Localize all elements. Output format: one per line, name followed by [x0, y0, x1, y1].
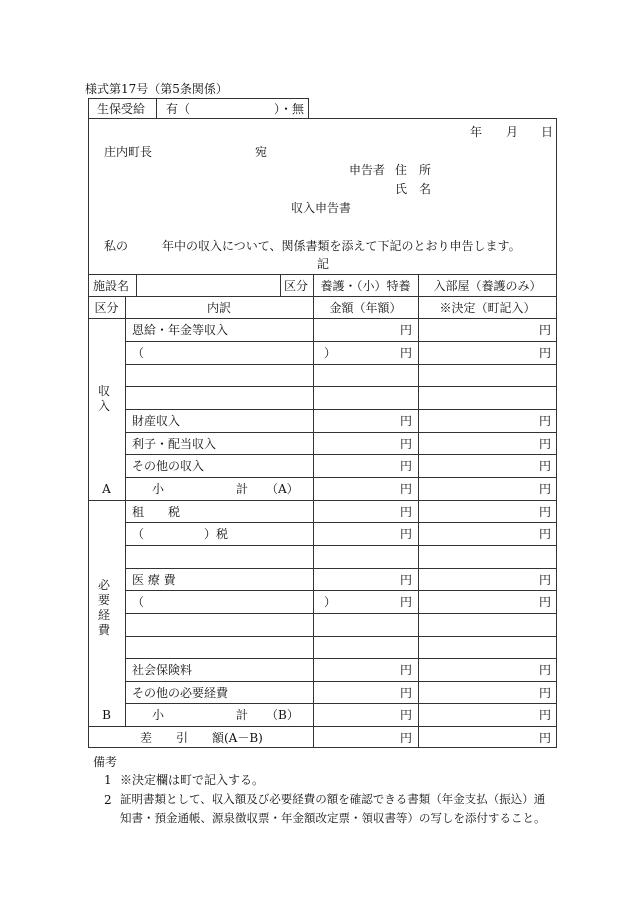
grid-hline	[125, 636, 557, 637]
currency-mark: 円	[399, 414, 412, 428]
grid-hline	[125, 477, 557, 478]
statement-prefix: 私の	[104, 239, 129, 253]
income-row-label: その他の収入	[132, 459, 205, 473]
income-row-label[interactable]: （ ）	[132, 346, 337, 360]
currency-mark: 円	[538, 459, 551, 473]
grid-hline	[88, 726, 557, 727]
grid-hline	[125, 658, 557, 659]
income-row-label: 財産収入	[132, 414, 181, 428]
welfare-box-divider	[156, 98, 157, 118]
currency-mark: 円	[538, 437, 551, 451]
addressee-name: 庄内町長	[104, 145, 153, 159]
currency-mark: 円	[399, 482, 412, 496]
facility-divider-2	[280, 274, 281, 296]
notes-heading: 備考	[93, 755, 118, 769]
income-group-label: 収入	[97, 384, 110, 413]
currency-mark: 円	[538, 482, 551, 496]
facility-col2-label: 入部屋（養護のみ）	[433, 279, 542, 293]
currency-mark: 円	[399, 731, 412, 745]
currency-mark: 円	[399, 459, 412, 473]
currency-mark: 円	[399, 686, 412, 700]
applicant-address-label: 住 所	[395, 163, 432, 177]
currency-mark: 円	[538, 505, 551, 519]
grid-hline	[125, 590, 557, 591]
col-naiyaku-header: 内訳	[206, 301, 231, 315]
facility-label: 施設名	[93, 279, 130, 293]
expense-row-label: 社会保険料	[132, 663, 193, 677]
grid-hline	[125, 409, 557, 410]
currency-mark: 円	[399, 663, 412, 677]
income-row-label: 恩給・年金等収入	[132, 323, 229, 337]
welfare-box-right	[308, 98, 309, 118]
currency-mark: 円	[538, 663, 551, 677]
facility-kubun-label: 区分	[284, 279, 309, 293]
currency-mark: 円	[538, 414, 551, 428]
welfare-box-left	[88, 98, 89, 118]
currency-mark: 円	[399, 595, 412, 609]
currency-mark: 円	[538, 573, 551, 587]
applicant-name-label: 氏 名	[395, 182, 432, 196]
grid-vline-kubun	[125, 296, 126, 726]
currency-mark: 円	[399, 573, 412, 587]
currency-mark: 円	[399, 505, 412, 519]
currency-mark: 円	[399, 527, 412, 541]
currency-mark: 円	[399, 708, 412, 722]
expenses-subtotal-label: 小 計 （B）	[152, 708, 299, 722]
income-row-label: 利子・配当収入	[132, 437, 217, 451]
applicant-label: 申告者	[349, 163, 386, 177]
income-group-letter: A	[102, 482, 111, 496]
facility-divider-1	[136, 274, 137, 296]
note-number: 1	[104, 773, 112, 787]
document-title: 収入申告書	[291, 201, 352, 215]
facility-row-top	[88, 274, 557, 275]
note-text: 証明書類として、収入額及び必要経費の額を確認できる書類（年金支払（振込）通	[120, 792, 546, 806]
welfare-box-top	[88, 98, 308, 99]
date-year[interactable]: 年	[470, 125, 483, 139]
statement-text: 年中の収入について、関係書類を添えて下記のとおり申告します。	[162, 239, 521, 253]
welfare-option[interactable]: 有（ ）・無	[166, 102, 305, 116]
grid-hline	[125, 522, 557, 523]
expense-row-label: 租 税	[132, 505, 181, 519]
grid-hline	[88, 500, 557, 501]
grid-hline	[125, 454, 557, 455]
grid-hline	[125, 364, 557, 365]
currency-mark: 円	[538, 595, 551, 609]
grid-hline	[125, 341, 557, 342]
income-subtotal-label: 小 計 （A）	[152, 482, 299, 496]
grid-hline	[125, 681, 557, 682]
grid-hline	[88, 318, 557, 319]
expense-row-label[interactable]: （ ）税	[132, 527, 229, 541]
col-amount-header: 金額（年額）	[329, 301, 402, 315]
currency-mark: 円	[538, 346, 551, 360]
currency-mark: 円	[538, 527, 551, 541]
grid-hline	[125, 386, 557, 387]
column-header-top	[88, 296, 557, 297]
note-text: ※決定欄は町で記入する。	[120, 773, 265, 787]
addressee-honorific: 宛	[255, 145, 268, 159]
currency-mark: 円	[538, 686, 551, 700]
currency-mark: 円	[399, 437, 412, 451]
expenses-group-label: 必要経費	[97, 578, 110, 637]
expense-row-label: 医 療 費	[132, 573, 176, 587]
currency-mark: 円	[399, 323, 412, 337]
grid-hline	[125, 703, 557, 704]
expenses-group-letter: B	[102, 708, 111, 722]
date-day[interactable]: 日	[541, 125, 554, 139]
facility-col1-label: 養護・（小）特養	[320, 279, 411, 293]
grid-hline	[125, 613, 557, 614]
grid-hline	[125, 568, 557, 569]
note-text-continued: 知書・預金通帳、源泉徴収票・年金額改定票・領収書等）の写しを添付すること。	[120, 811, 546, 825]
currency-mark: 円	[538, 731, 551, 745]
date-month[interactable]: 月	[506, 125, 519, 139]
welfare-label: 生保受給	[97, 102, 146, 116]
grid-hline	[125, 432, 557, 433]
form-number: 様式第17号（第5条関係）	[85, 82, 228, 96]
difference-label: 差 引 額(A－B)	[140, 731, 263, 745]
grid-hline	[125, 545, 557, 546]
currency-mark: 円	[538, 323, 551, 337]
col-decision-header: ※決定（町記入）	[439, 301, 536, 315]
currency-mark: 円	[399, 346, 412, 360]
expense-row-label[interactable]: （ ）	[132, 595, 337, 609]
col-kubun-header: 区分	[94, 301, 119, 315]
ki-mark: 記	[317, 257, 330, 271]
expense-row-label: その他の必要経費	[132, 686, 229, 700]
currency-mark: 円	[538, 708, 551, 722]
note-number: 2	[104, 793, 112, 807]
